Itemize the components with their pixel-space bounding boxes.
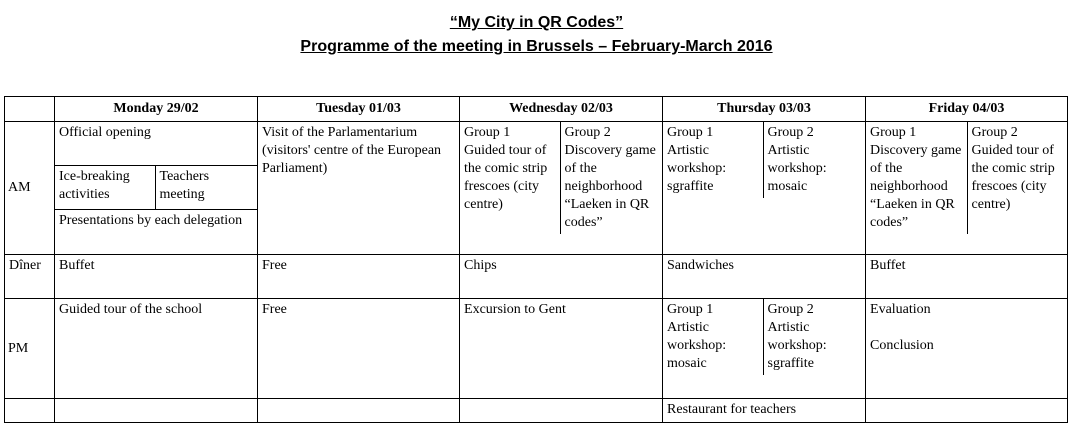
evaluation-text: Evaluation bbox=[870, 302, 931, 317]
group-label: Group 2 bbox=[767, 125, 814, 140]
day-header-tuesday: Tuesday 01/03 bbox=[258, 97, 460, 122]
activity-text: Artistic workshop: mosaic bbox=[667, 320, 727, 371]
diner-wednesday: Chips bbox=[460, 255, 663, 299]
day-header-wednesday: Wednesday 02/03 bbox=[460, 97, 663, 122]
header-corner-cell bbox=[5, 97, 55, 122]
am-monday-cell bbox=[55, 122, 258, 255]
am-wednesday-cell bbox=[460, 122, 663, 255]
am-friday-cell bbox=[866, 122, 1068, 255]
activity-text: Artistic workshop: sgraffite bbox=[767, 320, 827, 371]
group-label: Group 1 bbox=[667, 302, 714, 317]
pm-tuesday: Free bbox=[258, 299, 460, 399]
group-label: Group 2 bbox=[971, 125, 1018, 140]
activity-text: Artistic workshop: sgraffite bbox=[667, 143, 727, 194]
document-title: “My City in QR Codes” bbox=[449, 14, 624, 31]
pm-monday: Guided tour of the school bbox=[55, 299, 258, 399]
document-subtitle: Programme of the meeting in Brussels – February-March 2016 bbox=[300, 38, 773, 55]
am-thursday-group2 bbox=[763, 122, 865, 198]
activity-text: Guided tour of the comic strip frescoes (city centre) bbox=[971, 143, 1055, 212]
evening-friday bbox=[866, 399, 1068, 423]
group-label: Group 1 bbox=[464, 125, 511, 140]
spacer bbox=[870, 319, 1063, 337]
pm-friday bbox=[866, 299, 1068, 399]
evening-label-cell bbox=[5, 399, 55, 423]
am-monday-subtable bbox=[55, 122, 257, 254]
am-wednesday-subtable bbox=[460, 122, 662, 234]
evening-wednesday bbox=[460, 399, 663, 423]
activity-text: Artistic workshop: mosaic bbox=[767, 143, 827, 194]
pm-thursday-group2 bbox=[763, 299, 865, 375]
am-row bbox=[5, 122, 1068, 255]
pm-thursday-group1 bbox=[663, 299, 763, 375]
group-label: Group 1 bbox=[667, 125, 714, 140]
am-thursday-group1 bbox=[663, 122, 763, 198]
evening-row bbox=[5, 399, 1068, 423]
activity-text: Guided tour of the comic strip frescoes (city centre) bbox=[464, 143, 548, 212]
programme-table bbox=[4, 96, 1068, 423]
group-label: Group 1 bbox=[870, 125, 917, 140]
pm-thursday-cell bbox=[663, 299, 866, 399]
am-friday-group1 bbox=[866, 122, 967, 234]
day-header-monday: Monday 29/02 bbox=[55, 97, 258, 122]
am-thursday-subtable bbox=[663, 122, 865, 198]
evening-tuesday bbox=[258, 399, 460, 423]
am-friday-subtable bbox=[866, 122, 1067, 234]
day-header-thursday: Thursday 03/03 bbox=[663, 97, 866, 122]
am-wednesday-group2 bbox=[560, 122, 662, 234]
day-header-friday: Friday 04/03 bbox=[866, 97, 1068, 122]
row-label-diner: Dîner bbox=[5, 255, 55, 299]
diner-row bbox=[5, 255, 1068, 299]
presentations-by-delegation: Presentations by each delegation bbox=[55, 209, 257, 254]
diner-monday: Buffet bbox=[55, 255, 258, 299]
evening-monday bbox=[55, 399, 258, 423]
diner-thursday: Sandwiches bbox=[663, 255, 866, 299]
pm-wednesday: Excursion to Gent bbox=[460, 299, 663, 399]
am-friday-group2 bbox=[967, 122, 1067, 234]
group-label: Group 2 bbox=[564, 125, 611, 140]
official-opening: Official opening bbox=[59, 125, 151, 140]
evening-thursday: Restaurant for teachers bbox=[663, 399, 866, 423]
row-label-pm: PM bbox=[5, 299, 55, 399]
group-label: Group 2 bbox=[767, 302, 814, 317]
am-wednesday-group1 bbox=[460, 122, 560, 234]
ice-breaking-activities: Ice-breaking activities bbox=[55, 165, 155, 209]
diner-friday: Buffet bbox=[866, 255, 1068, 299]
row-label-am: AM bbox=[5, 122, 55, 255]
conclusion-text: Conclusion bbox=[870, 338, 934, 353]
activity-text: Discovery game of the neighborhood “Laeken in QR codes” bbox=[870, 143, 962, 230]
pm-row bbox=[5, 299, 1068, 399]
am-thursday-cell bbox=[663, 122, 866, 255]
am-tuesday-cell: Visit of the Parlamentarium (visitors' centre of the European Parliament) bbox=[258, 122, 460, 255]
header-row bbox=[5, 97, 1068, 122]
pm-thursday-subtable bbox=[663, 299, 865, 375]
diner-tuesday: Free bbox=[258, 255, 460, 299]
activity-text: Discovery game of the neighborhood “Laeken in QR codes” bbox=[564, 143, 656, 230]
teachers-meeting: Teachers meeting bbox=[155, 165, 257, 209]
